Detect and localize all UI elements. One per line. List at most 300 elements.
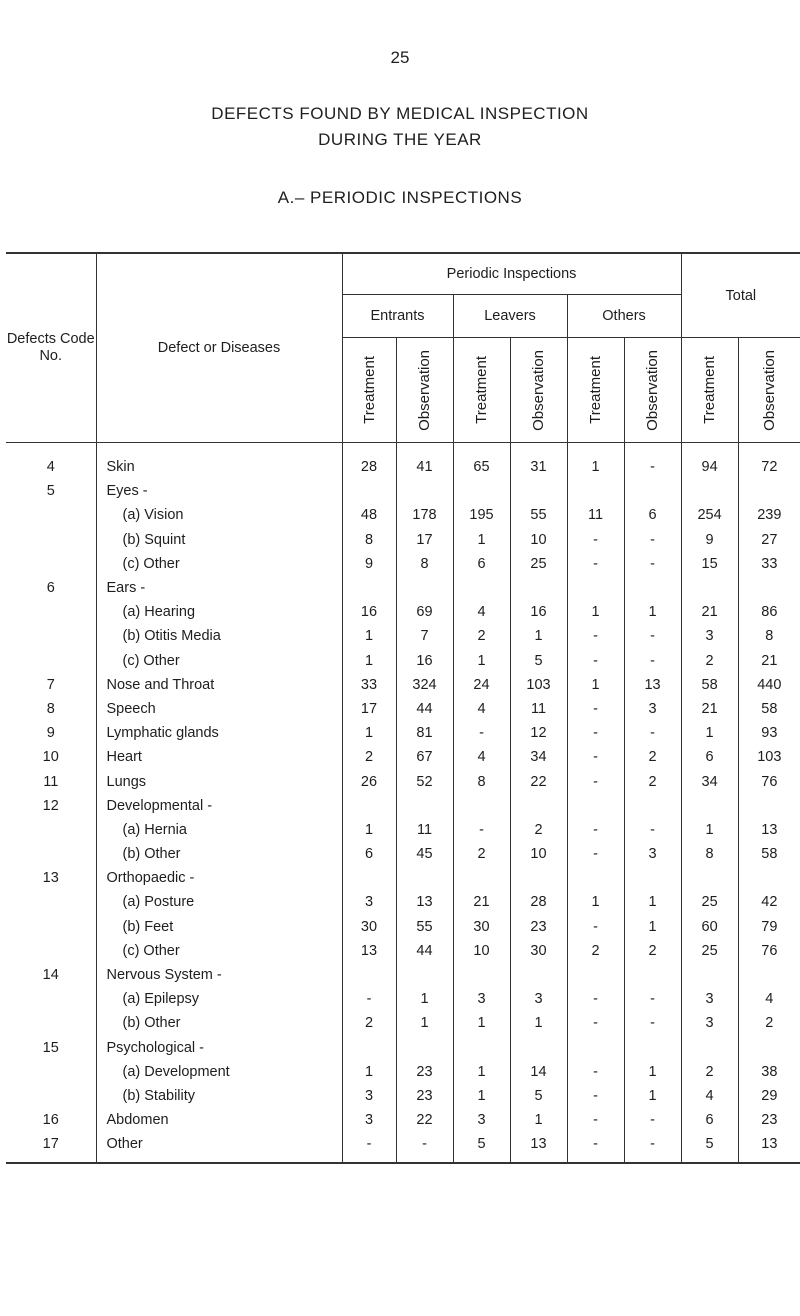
cell-others-observation bbox=[624, 866, 681, 890]
row-code: 9 bbox=[6, 721, 96, 745]
cell-leavers-observation: 5 bbox=[510, 649, 567, 673]
cell-total-treatment: 60 bbox=[681, 915, 738, 939]
cell-others-observation: 3 bbox=[624, 697, 681, 721]
cell-leavers-treatment: 24 bbox=[453, 673, 510, 697]
table-row bbox=[6, 528, 800, 552]
cell-total-treatment: 6 bbox=[681, 1108, 738, 1132]
cell-others-treatment: - bbox=[567, 745, 624, 769]
row-defect-name: (c) Other bbox=[96, 939, 342, 963]
cell-total-treatment: 9 bbox=[681, 528, 738, 552]
cell-entrants-treatment: 9 bbox=[342, 552, 396, 576]
cell-total-observation: 440 bbox=[738, 673, 800, 697]
cell-entrants-observation: 23 bbox=[396, 1084, 453, 1108]
row-code: 14 bbox=[6, 963, 96, 987]
cell-leavers-treatment: 2 bbox=[453, 624, 510, 648]
table-row bbox=[6, 769, 800, 793]
cell-others-treatment: - bbox=[567, 624, 624, 648]
row-code bbox=[6, 528, 96, 552]
header-total-observation bbox=[738, 338, 800, 443]
row-code: 5 bbox=[6, 479, 96, 503]
cell-leavers-observation: 31 bbox=[510, 443, 567, 480]
row-defect-name: Skin bbox=[96, 443, 342, 480]
table-row bbox=[6, 673, 800, 697]
cell-total-treatment: 1 bbox=[681, 818, 738, 842]
row-code bbox=[6, 503, 96, 527]
cell-total-treatment: 21 bbox=[681, 600, 738, 624]
cell-leavers-observation bbox=[510, 479, 567, 503]
table-row bbox=[6, 987, 800, 1011]
header-others-observation bbox=[624, 338, 681, 443]
cell-others-treatment: - bbox=[567, 1011, 624, 1035]
cell-total-observation: 72 bbox=[738, 443, 800, 480]
row-code bbox=[6, 600, 96, 624]
header-defect bbox=[96, 253, 342, 443]
cell-leavers-observation: 23 bbox=[510, 915, 567, 939]
cell-leavers-observation bbox=[510, 963, 567, 987]
row-code bbox=[6, 890, 96, 914]
table-row bbox=[6, 576, 800, 600]
cell-others-observation bbox=[624, 479, 681, 503]
cell-total-observation: 42 bbox=[738, 890, 800, 914]
cell-total-observation: 13 bbox=[738, 818, 800, 842]
cell-leavers-treatment bbox=[453, 479, 510, 503]
header-total-treatment bbox=[681, 338, 738, 443]
cell-others-observation: 2 bbox=[624, 745, 681, 769]
header-treatment-label: Treatment bbox=[587, 356, 604, 424]
cell-total-observation: 76 bbox=[738, 769, 800, 793]
row-code bbox=[6, 939, 96, 963]
row-defect-name: (b) Other bbox=[96, 1011, 342, 1035]
table-row bbox=[6, 890, 800, 914]
cell-others-observation: 1 bbox=[624, 600, 681, 624]
table-row bbox=[6, 1060, 800, 1084]
cell-total-observation: 38 bbox=[738, 1060, 800, 1084]
cell-entrants-treatment bbox=[342, 479, 396, 503]
cell-leavers-observation: 10 bbox=[510, 842, 567, 866]
cell-total-observation: 86 bbox=[738, 600, 800, 624]
cell-others-observation: - bbox=[624, 721, 681, 745]
cell-entrants-treatment: 16 bbox=[342, 600, 396, 624]
header-leavers-treatment bbox=[453, 338, 510, 443]
row-code bbox=[6, 987, 96, 1011]
row-defect-name: (b) Other bbox=[96, 842, 342, 866]
cell-total-observation: 93 bbox=[738, 721, 800, 745]
cell-entrants-observation bbox=[396, 576, 453, 600]
cell-leavers-observation: 14 bbox=[510, 1060, 567, 1084]
cell-entrants-observation: 324 bbox=[396, 673, 453, 697]
cell-others-observation: - bbox=[624, 528, 681, 552]
cell-leavers-treatment: 1 bbox=[453, 1060, 510, 1084]
cell-leavers-treatment: 65 bbox=[453, 443, 510, 480]
cell-leavers-treatment bbox=[453, 963, 510, 987]
row-defect-name: (b) Otitis Media bbox=[96, 624, 342, 648]
cell-leavers-treatment: 3 bbox=[453, 987, 510, 1011]
cell-leavers-observation: 30 bbox=[510, 939, 567, 963]
cell-entrants-treatment: 2 bbox=[342, 745, 396, 769]
header-total: Total bbox=[681, 253, 800, 338]
cell-leavers-treatment: 2 bbox=[453, 842, 510, 866]
page-title-line2: DURING THE YEAR bbox=[318, 130, 482, 149]
cell-others-observation bbox=[624, 963, 681, 987]
cell-total-treatment bbox=[681, 794, 738, 818]
cell-leavers-observation: 5 bbox=[510, 1084, 567, 1108]
row-defect-name: Lymphatic glands bbox=[96, 721, 342, 745]
cell-leavers-observation bbox=[510, 794, 567, 818]
cell-entrants-observation: 1 bbox=[396, 1011, 453, 1035]
cell-entrants-treatment: 1 bbox=[342, 649, 396, 673]
cell-others-treatment: - bbox=[567, 1108, 624, 1132]
cell-others-observation: - bbox=[624, 552, 681, 576]
row-code bbox=[6, 1011, 96, 1035]
cell-leavers-observation: 10 bbox=[510, 528, 567, 552]
cell-entrants-treatment: 1 bbox=[342, 721, 396, 745]
row-code: 17 bbox=[6, 1132, 96, 1163]
cell-entrants-treatment: 8 bbox=[342, 528, 396, 552]
cell-others-observation bbox=[624, 794, 681, 818]
cell-total-observation: 23 bbox=[738, 1108, 800, 1132]
cell-leavers-treatment: - bbox=[453, 721, 510, 745]
cell-others-treatment: - bbox=[567, 769, 624, 793]
cell-total-treatment bbox=[681, 866, 738, 890]
cell-total-treatment: 254 bbox=[681, 503, 738, 527]
cell-others-treatment: - bbox=[567, 649, 624, 673]
cell-others-observation: 1 bbox=[624, 1060, 681, 1084]
row-defect-name: (b) Feet bbox=[96, 915, 342, 939]
cell-entrants-treatment: 33 bbox=[342, 673, 396, 697]
cell-total-observation: 58 bbox=[738, 697, 800, 721]
cell-leavers-observation: 13 bbox=[510, 1132, 567, 1163]
row-code bbox=[6, 1084, 96, 1108]
table-row bbox=[6, 1108, 800, 1132]
cell-total-observation: 13 bbox=[738, 1132, 800, 1163]
cell-entrants-treatment: 28 bbox=[342, 443, 396, 480]
cell-others-observation: - bbox=[624, 624, 681, 648]
cell-leavers-treatment: 5 bbox=[453, 1132, 510, 1163]
cell-entrants-observation: 22 bbox=[396, 1108, 453, 1132]
header-observation-label: Observation bbox=[760, 349, 778, 431]
cell-others-observation: - bbox=[624, 987, 681, 1011]
cell-leavers-observation: 34 bbox=[510, 745, 567, 769]
cell-leavers-treatment: 4 bbox=[453, 745, 510, 769]
cell-total-treatment: 3 bbox=[681, 624, 738, 648]
row-code: 4 bbox=[6, 443, 96, 480]
cell-total-observation: 76 bbox=[738, 939, 800, 963]
cell-others-treatment: - bbox=[567, 552, 624, 576]
cell-others-observation: 1 bbox=[624, 1084, 681, 1108]
cell-total-treatment: 4 bbox=[681, 1084, 738, 1108]
cell-others-observation: - bbox=[624, 649, 681, 673]
cell-entrants-observation bbox=[396, 963, 453, 987]
table-row bbox=[6, 818, 800, 842]
row-code: 15 bbox=[6, 1036, 96, 1060]
header-leavers-observation bbox=[510, 338, 567, 443]
cell-others-treatment: - bbox=[567, 818, 624, 842]
cell-entrants-treatment: 3 bbox=[342, 890, 396, 914]
cell-leavers-observation: 25 bbox=[510, 552, 567, 576]
cell-total-treatment: 34 bbox=[681, 769, 738, 793]
row-code: 16 bbox=[6, 1108, 96, 1132]
cell-entrants-observation: 23 bbox=[396, 1060, 453, 1084]
table-row bbox=[6, 1011, 800, 1035]
cell-leavers-treatment: 1 bbox=[453, 1011, 510, 1035]
table-row bbox=[6, 963, 800, 987]
cell-entrants-observation bbox=[396, 794, 453, 818]
cell-leavers-treatment bbox=[453, 794, 510, 818]
section-subtitle: A.– PERIODIC INSPECTIONS bbox=[277, 188, 523, 207]
row-defect-name: Orthopaedic - bbox=[96, 866, 342, 890]
header-observation-label: Observation bbox=[530, 349, 547, 431]
cell-total-observation: 239 bbox=[738, 503, 800, 527]
row-code bbox=[6, 649, 96, 673]
cell-entrants-treatment: - bbox=[342, 1132, 396, 1163]
table-row bbox=[6, 1036, 800, 1060]
cell-entrants-treatment: 17 bbox=[342, 697, 396, 721]
cell-leavers-observation: 28 bbox=[510, 890, 567, 914]
cell-entrants-observation: 17 bbox=[396, 528, 453, 552]
cell-others-observation: 1 bbox=[624, 890, 681, 914]
cell-others-treatment bbox=[567, 963, 624, 987]
cell-total-observation bbox=[738, 963, 800, 987]
row-code: 11 bbox=[6, 769, 96, 793]
cell-others-treatment: - bbox=[567, 528, 624, 552]
cell-total-treatment bbox=[681, 963, 738, 987]
cell-entrants-observation: 11 bbox=[396, 818, 453, 842]
cell-others-treatment: 1 bbox=[567, 890, 624, 914]
cell-total-treatment: 2 bbox=[681, 649, 738, 673]
cell-leavers-observation: 11 bbox=[510, 697, 567, 721]
cell-total-observation: 27 bbox=[738, 528, 800, 552]
cell-total-treatment: 25 bbox=[681, 939, 738, 963]
table-row bbox=[6, 479, 800, 503]
table-row bbox=[6, 552, 800, 576]
header-others: Others bbox=[567, 295, 681, 338]
cell-entrants-observation: 8 bbox=[396, 552, 453, 576]
cell-leavers-treatment: 8 bbox=[453, 769, 510, 793]
row-code bbox=[6, 1060, 96, 1084]
table-row bbox=[6, 443, 800, 480]
table-row bbox=[6, 915, 800, 939]
table-row bbox=[6, 1132, 800, 1163]
cell-leavers-treatment: 3 bbox=[453, 1108, 510, 1132]
cell-total-treatment: 8 bbox=[681, 842, 738, 866]
cell-total-observation: 33 bbox=[738, 552, 800, 576]
cell-total-treatment: 25 bbox=[681, 890, 738, 914]
cell-entrants-observation bbox=[396, 1036, 453, 1060]
cell-others-treatment: - bbox=[567, 915, 624, 939]
row-defect-name: Heart bbox=[96, 745, 342, 769]
cell-entrants-treatment: 1 bbox=[342, 1060, 396, 1084]
row-defect-name: (a) Development bbox=[96, 1060, 342, 1084]
table-row bbox=[6, 721, 800, 745]
header-treatment-label: Treatment bbox=[701, 356, 719, 424]
cell-entrants-observation: 69 bbox=[396, 600, 453, 624]
cell-entrants-treatment: - bbox=[342, 987, 396, 1011]
cell-entrants-observation: 1 bbox=[396, 987, 453, 1011]
row-defect-name: Abdomen bbox=[96, 1108, 342, 1132]
cell-total-observation: 29 bbox=[738, 1084, 800, 1108]
cell-leavers-treatment: 4 bbox=[453, 697, 510, 721]
cell-entrants-observation: 45 bbox=[396, 842, 453, 866]
cell-leavers-treatment bbox=[453, 1036, 510, 1060]
cell-others-treatment bbox=[567, 866, 624, 890]
row-code bbox=[6, 552, 96, 576]
cell-others-treatment: 1 bbox=[567, 673, 624, 697]
table-row bbox=[6, 866, 800, 890]
row-code: 13 bbox=[6, 866, 96, 890]
cell-leavers-observation: 1 bbox=[510, 1108, 567, 1132]
cell-others-observation: 13 bbox=[624, 673, 681, 697]
cell-entrants-observation: 44 bbox=[396, 697, 453, 721]
header-treatment-label: Treatment bbox=[473, 356, 490, 424]
row-code: 7 bbox=[6, 673, 96, 697]
cell-others-treatment: - bbox=[567, 697, 624, 721]
table-row bbox=[6, 745, 800, 769]
cell-entrants-observation: 55 bbox=[396, 915, 453, 939]
row-code: 8 bbox=[6, 697, 96, 721]
cell-total-treatment: 2 bbox=[681, 1060, 738, 1084]
cell-total-treatment: 94 bbox=[681, 443, 738, 480]
cell-entrants-treatment: 26 bbox=[342, 769, 396, 793]
cell-entrants-observation: - bbox=[396, 1132, 453, 1163]
header-entrants-observation bbox=[396, 338, 453, 443]
cell-total-treatment: 1 bbox=[681, 721, 738, 745]
cell-total-observation: 21 bbox=[738, 649, 800, 673]
cell-entrants-treatment bbox=[342, 794, 396, 818]
cell-leavers-treatment: 1 bbox=[453, 1084, 510, 1108]
cell-others-treatment: 11 bbox=[567, 503, 624, 527]
row-defect-name: (b) Stability bbox=[96, 1084, 342, 1108]
row-defect-name: Eyes - bbox=[96, 479, 342, 503]
cell-entrants-observation bbox=[396, 479, 453, 503]
table-row bbox=[6, 842, 800, 866]
cell-leavers-treatment: 10 bbox=[453, 939, 510, 963]
cell-others-treatment: 1 bbox=[567, 600, 624, 624]
header-observation-label: Observation bbox=[416, 349, 433, 431]
cell-total-treatment bbox=[681, 1036, 738, 1060]
cell-others-treatment bbox=[567, 1036, 624, 1060]
cell-entrants-treatment: 13 bbox=[342, 939, 396, 963]
cell-entrants-observation bbox=[396, 866, 453, 890]
header-periodic-inspections: Periodic Inspections bbox=[342, 253, 681, 295]
inspection-table-container bbox=[6, 252, 800, 1164]
cell-leavers-observation: 55 bbox=[510, 503, 567, 527]
cell-leavers-observation: 3 bbox=[510, 987, 567, 1011]
cell-total-observation: 2 bbox=[738, 1011, 800, 1035]
header-entrants-treatment bbox=[342, 338, 396, 443]
cell-total-observation bbox=[738, 576, 800, 600]
cell-entrants-observation: 16 bbox=[396, 649, 453, 673]
cell-total-observation: 58 bbox=[738, 842, 800, 866]
row-defect-name: Lungs bbox=[96, 769, 342, 793]
cell-entrants-observation: 13 bbox=[396, 890, 453, 914]
row-code bbox=[6, 818, 96, 842]
cell-total-treatment: 5 bbox=[681, 1132, 738, 1163]
cell-entrants-treatment bbox=[342, 1036, 396, 1060]
cell-others-treatment: - bbox=[567, 842, 624, 866]
cell-others-treatment: 2 bbox=[567, 939, 624, 963]
row-defect-name: Speech bbox=[96, 697, 342, 721]
cell-total-treatment: 15 bbox=[681, 552, 738, 576]
cell-leavers-treatment: 6 bbox=[453, 552, 510, 576]
cell-total-treatment: 21 bbox=[681, 697, 738, 721]
cell-entrants-observation: 41 bbox=[396, 443, 453, 480]
table-row bbox=[6, 794, 800, 818]
row-defect-name: (b) Squint bbox=[96, 528, 342, 552]
row-code: 12 bbox=[6, 794, 96, 818]
cell-others-observation: - bbox=[624, 818, 681, 842]
cell-others-observation: 2 bbox=[624, 769, 681, 793]
cell-leavers-observation: 16 bbox=[510, 600, 567, 624]
cell-total-observation: 8 bbox=[738, 624, 800, 648]
row-code bbox=[6, 915, 96, 939]
row-defect-name: (a) Posture bbox=[96, 890, 342, 914]
cell-others-observation: - bbox=[624, 1108, 681, 1132]
cell-total-treatment: 58 bbox=[681, 673, 738, 697]
cell-others-treatment bbox=[567, 794, 624, 818]
table-row bbox=[6, 600, 800, 624]
cell-entrants-observation: 52 bbox=[396, 769, 453, 793]
row-defect-name: Developmental - bbox=[96, 794, 342, 818]
cell-others-treatment bbox=[567, 479, 624, 503]
cell-others-observation: 1 bbox=[624, 915, 681, 939]
cell-others-observation: 6 bbox=[624, 503, 681, 527]
cell-leavers-treatment: 30 bbox=[453, 915, 510, 939]
cell-leavers-treatment: - bbox=[453, 818, 510, 842]
cell-total-observation bbox=[738, 1036, 800, 1060]
cell-total-observation: 103 bbox=[738, 745, 800, 769]
cell-entrants-observation: 178 bbox=[396, 503, 453, 527]
cell-leavers-treatment bbox=[453, 576, 510, 600]
row-defect-name: (c) Other bbox=[96, 552, 342, 576]
page-title: DEFECTS FOUND BY MEDICAL INSPECTION bbox=[211, 104, 589, 123]
cell-total-treatment bbox=[681, 576, 738, 600]
cell-leavers-treatment: 195 bbox=[453, 503, 510, 527]
cell-entrants-treatment bbox=[342, 963, 396, 987]
cell-leavers-observation: 103 bbox=[510, 673, 567, 697]
cell-leavers-observation bbox=[510, 866, 567, 890]
cell-others-observation bbox=[624, 576, 681, 600]
cell-entrants-treatment: 48 bbox=[342, 503, 396, 527]
cell-total-observation bbox=[738, 479, 800, 503]
table-row bbox=[6, 649, 800, 673]
cell-entrants-treatment: 2 bbox=[342, 1011, 396, 1035]
cell-others-treatment: - bbox=[567, 987, 624, 1011]
table-row bbox=[6, 624, 800, 648]
cell-others-treatment: - bbox=[567, 1060, 624, 1084]
header-defect-label: Defect or Diseases bbox=[157, 339, 281, 356]
cell-entrants-treatment: 6 bbox=[342, 842, 396, 866]
cell-leavers-observation: 2 bbox=[510, 818, 567, 842]
cell-leavers-observation: 1 bbox=[510, 624, 567, 648]
row-defect-name: (c) Other bbox=[96, 649, 342, 673]
cell-total-observation: 4 bbox=[738, 987, 800, 1011]
row-defect-name: (a) Vision bbox=[96, 503, 342, 527]
cell-entrants-observation: 81 bbox=[396, 721, 453, 745]
header-leavers: Leavers bbox=[453, 295, 567, 338]
row-defect-name: (a) Hearing bbox=[96, 600, 342, 624]
cell-leavers-observation bbox=[510, 1036, 567, 1060]
cell-entrants-treatment: 3 bbox=[342, 1084, 396, 1108]
row-code: 10 bbox=[6, 745, 96, 769]
cell-total-observation bbox=[738, 866, 800, 890]
cell-total-treatment bbox=[681, 479, 738, 503]
header-observation-label: Observation bbox=[644, 349, 662, 431]
cell-others-treatment: - bbox=[567, 1132, 624, 1163]
cell-others-treatment: - bbox=[567, 721, 624, 745]
cell-others-treatment: - bbox=[567, 1084, 624, 1108]
table-body bbox=[6, 443, 800, 1164]
page-number: 25 bbox=[390, 48, 410, 67]
